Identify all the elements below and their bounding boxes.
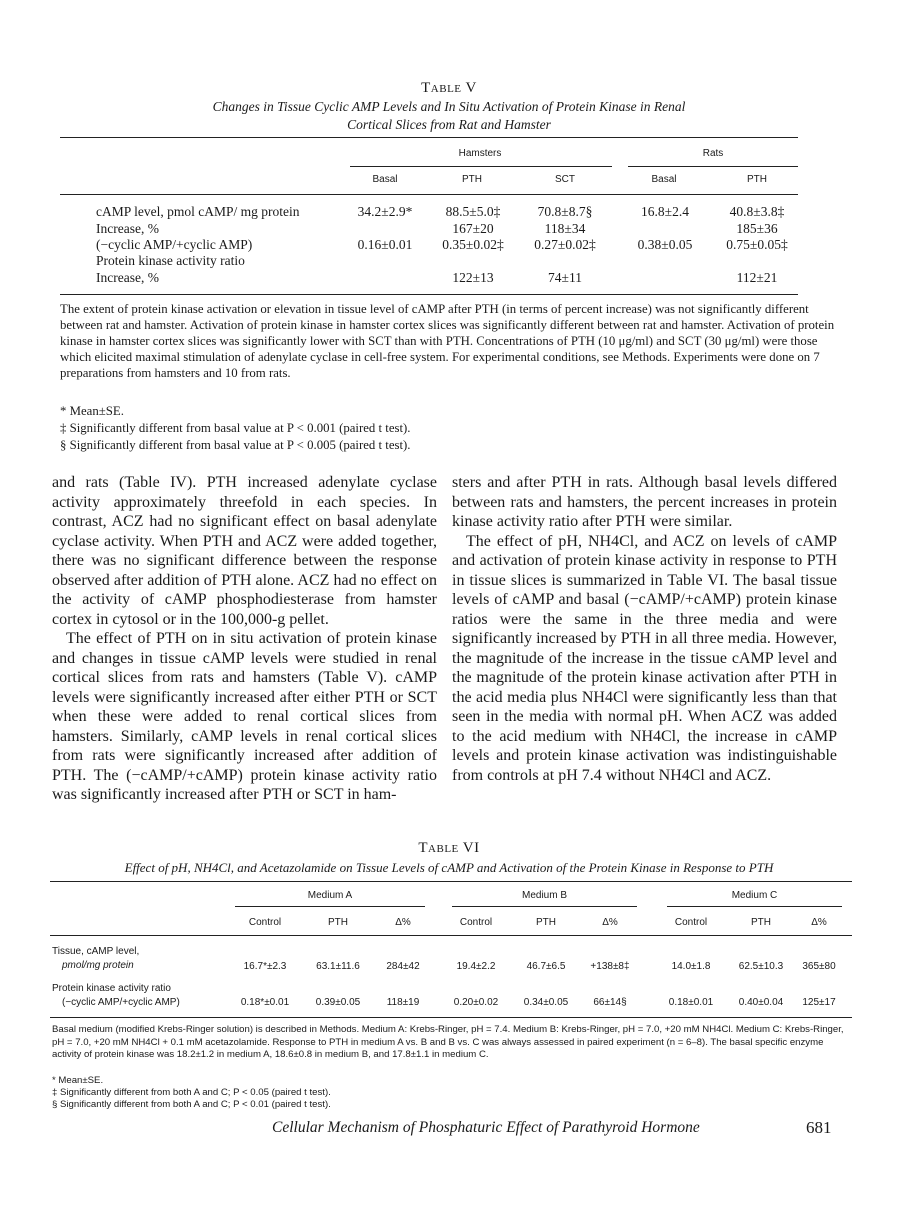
table5-row-label: Protein kinase activity ratio [96,253,245,268]
table6-subtitle: Effect of pH, NH4Cl, and Acetazolamide on Tissue Levels of cAMP and Activation of the Protein Kinase in Response to PTH [124,860,774,875]
table6-row1-label-units: pmol/mg protein [62,960,134,971]
table6-cell: 63.1±11.6 [316,961,360,972]
table6-cell: 0.18±0.01 [668,997,714,1008]
table6-cell: 0.20±0.02 [453,997,499,1008]
table6-title: Table VI [418,840,480,856]
table6-col-control: Control [248,917,282,928]
table6-group-rule-c [667,906,842,907]
table5-bottom-rule [60,294,798,295]
table6-col-pth: PTH [751,917,771,928]
table5-group-rats: Rats [702,148,724,159]
running-title: Cellular Mechanism of Phosphaturic Effect of Parathyroid Hormone [272,1119,700,1136]
table5-row-label: cAMP level, pmol cAMP/ mg protein [96,204,300,219]
body-paragraph: The effect of PTH on in situ activation of protein kinase and changes in tissue cAMP levels were studied in renal cortical slices from rats and hamsters (Table V). cAMP levels were significantly increased after either PTH or SCT when these were added to renal cortical slices from hamsters. Similarly, cAMP levels in renal cortical slices from rats were significantly increased after addition of PTH. The (−cAMP/+cAMP) protein kinase activity ratio was significantly increased after PTH or SCT in ham- [52,630,437,803]
table6-cell: 0.39±0.05 [315,997,361,1008]
table5-cell: 167±20 [452,221,494,236]
table5-cell: 0.75±0.05‡ [726,237,788,252]
table6-col-control: Control [674,917,708,928]
body-paragraph: The effect of pH, NH4Cl, and ACZ on levels of cAMP and activation of protein kinase activity in response to PTH in tissue slices is summarized in Table VI. The basal tissue levels of cAMP and basal (−cAMP/+cAMP) protein kinase ratios were the same in the three media and were significantly increased by PTH in all three media. However, the magnitude of the increase in the tissue cAMP level and the magnitude of the protein kinase activation after PTH in the acid media plus NH4Cl were significantly less than that seen in the media with normal pH. When ACZ was added to the acid medium with NH4Cl, the increase in cAMP levels and protein kinase activation was indistinguishable from controls at pH 7.4 without NH4Cl and ACZ. [452,532,837,784]
table5-col-h-pth: PTH [462,174,482,185]
table5-cell: 118±34 [544,221,586,236]
body-paragraph: and rats (Table IV). PTH increased adenylate cyclase activity approximately threefold in each species. In contrast, ACZ had no significant effect on basal adenylate cyclase activity. When PTH and ACZ were added together, there was no significant difference between the response observed after addition of PTH alone. ACZ had no effect on the activity of cAMP phosphodiesterase from hamster cortex in cytosol or in the 100,000-g pellet. [52,474,437,628]
table5-cell: 70.8±8.7§ [537,204,593,219]
table5-row-label: Increase, % [96,221,159,236]
table5-cell: 34.2±2.9* [357,204,413,219]
table5-cell: 0.38±0.05 [637,237,693,252]
table5-cell: 0.27±0.02‡ [534,237,596,252]
table6-row2-label: Protein kinase activity ratio [52,983,171,994]
table6-cell: 118±19 [386,997,420,1008]
table6-cell: 66±14§ [593,997,627,1008]
table6-footnote-section: § Significantly different from both A and C; P < 0.01 (paired t test). [52,1099,331,1110]
table5-footnote-star: * Mean±SE. [60,404,124,418]
table6-cell: 365±80 [802,961,836,972]
table6-cell: 0.18*±0.01 [240,997,290,1008]
table5-row-label: Increase, % [96,270,159,285]
table6-col-delta: Δ% [602,917,618,928]
table5-subtitle-line1: Changes in Tissue Cyclic AMP Levels and In Situ Activation of Protein Kinase in Renal [212,99,686,114]
table5-cell: 112±21 [736,270,778,285]
table6-col-delta: Δ% [395,917,411,928]
body-left-column [52,473,437,805]
table5-title: Table V [421,80,477,96]
table5-group-hamsters: Hamsters [458,148,502,159]
table6-top-rule [50,881,852,882]
table5-footnote-section: § Significantly different from basal value at P < 0.005 (paired t test). [60,438,411,452]
body-right-column [452,473,837,785]
table5-cell: 16.8±2.4 [641,204,689,219]
table6-cell: 14.0±1.8 [671,961,711,972]
table6-cell: 19.4±2.2 [456,961,496,972]
table6-footnote-dagger: ‡ Significantly different from both A and C; P < 0.05 (paired t test). [52,1087,331,1098]
table6-cell: 0.40±0.04 [738,997,784,1008]
body-paragraph: sters and after PTH in rats. Although basal levels differed between rats and hamsters, the percent increases in protein kinase activity ratio after PTH were similar. [452,474,837,530]
table5-cell: 74±11 [548,270,582,285]
table5-cell: 0.16±0.01 [357,237,413,252]
table6-medium-b: Medium B [521,890,567,901]
table6-cell: 125±17 [802,997,836,1008]
table5-row-label: (−cyclic AMP/+cyclic AMP) [96,237,253,252]
table5-top-rule [60,137,798,138]
table5-col-r-pth: PTH [747,174,767,185]
table6-row1-label: Tissue, cAMP level, [52,946,140,957]
page-number: 681 [806,1118,832,1137]
table5-group-rule-hamsters [350,166,612,167]
table6-cell: 0.34±0.05 [523,997,569,1008]
table5-col-h-sct: SCT [555,174,575,185]
table5-col-r-basal: Basal [651,174,677,185]
table5-group-rule-rats [628,166,798,167]
table6-medium-c: Medium C [731,890,778,901]
table5-header-rule [60,194,798,195]
table5-cell: 0.35±0.02‡ [442,237,504,252]
table6-footnote: Basal medium (modified Krebs-Ringer solution) is described in Methods. Medium A: Krebs-Ringer, pH = 7.4. Medium B: Krebs-Ringer, pH = 7.0, +20 mM NH4Cl. Medium C: Krebs-Ringer, pH = 7.0, +20 mM NH4Cl + 0.1 mM acetazolamide. Response to PTH in medium A vs. B and B vs. C was always assessed in paired experiment (n = 6–8). The basal specific enzyme activity of protein kinase was 18.2±1.2 in medium A, 18.6±0.8 in medium B, and 17.8±1.1 in medium C. [52,1024,844,1060]
table5-col-h-basal: Basal [372,174,398,185]
table6-cell: 62.5±10.3 [738,961,784,972]
table6-header-rule [50,935,852,936]
table6-col-delta: Δ% [811,917,827,928]
table6-cell: 284±42 [386,961,420,972]
table6-footnote-star: * Mean±SE. [52,1075,104,1086]
table6-cell: 46.7±6.5 [526,961,566,972]
table6-cell: 16.7*±2.3 [243,961,287,972]
table5-cell: 40.8±3.8‡ [729,204,785,219]
table5-subtitle-line2: Cortical Slices from Rat and Hamster [347,117,551,132]
table6-col-control: Control [459,917,493,928]
table5-footnote-dagger: ‡ Significantly different from basal value at P < 0.001 (paired t test). [60,421,411,435]
table5-cell: 122±13 [452,270,494,285]
table5-footnote: The extent of protein kinase activation or elevation in tissue level of cAMP after PTH (in terms of percent increase) was not significantly different between rat and hamster. Activation of protein kinase in hamster cortex slices was significantly different between rat and hamster. Activation of protein kinase in hamster cortex slices was significantly lower with SCT than with PTH. Concentrations of PTH (10 μg/ml) and SCT (30 μg/ml) were those which elicited maximal stimulation of adenylate cyclase in cell-free system. For experimental conditions, see Methods. Experiments were done on 7 preparations from hamsters and 10 from rats. [60,302,835,380]
table6-group-rule-b [452,906,637,907]
table6-cell: +138±8‡ [590,961,630,972]
table6-col-pth: PTH [536,917,556,928]
table6-medium-a: Medium A [307,890,353,901]
table5-cell: 185±36 [736,221,778,236]
table6-group-rule-a [235,906,425,907]
table6-col-pth: PTH [328,917,348,928]
table6-row2-label-sub: (−cyclic AMP/+cyclic AMP) [62,997,180,1008]
table6-bottom-rule [50,1017,852,1018]
table5-cell: 88.5±5.0‡ [445,204,501,219]
